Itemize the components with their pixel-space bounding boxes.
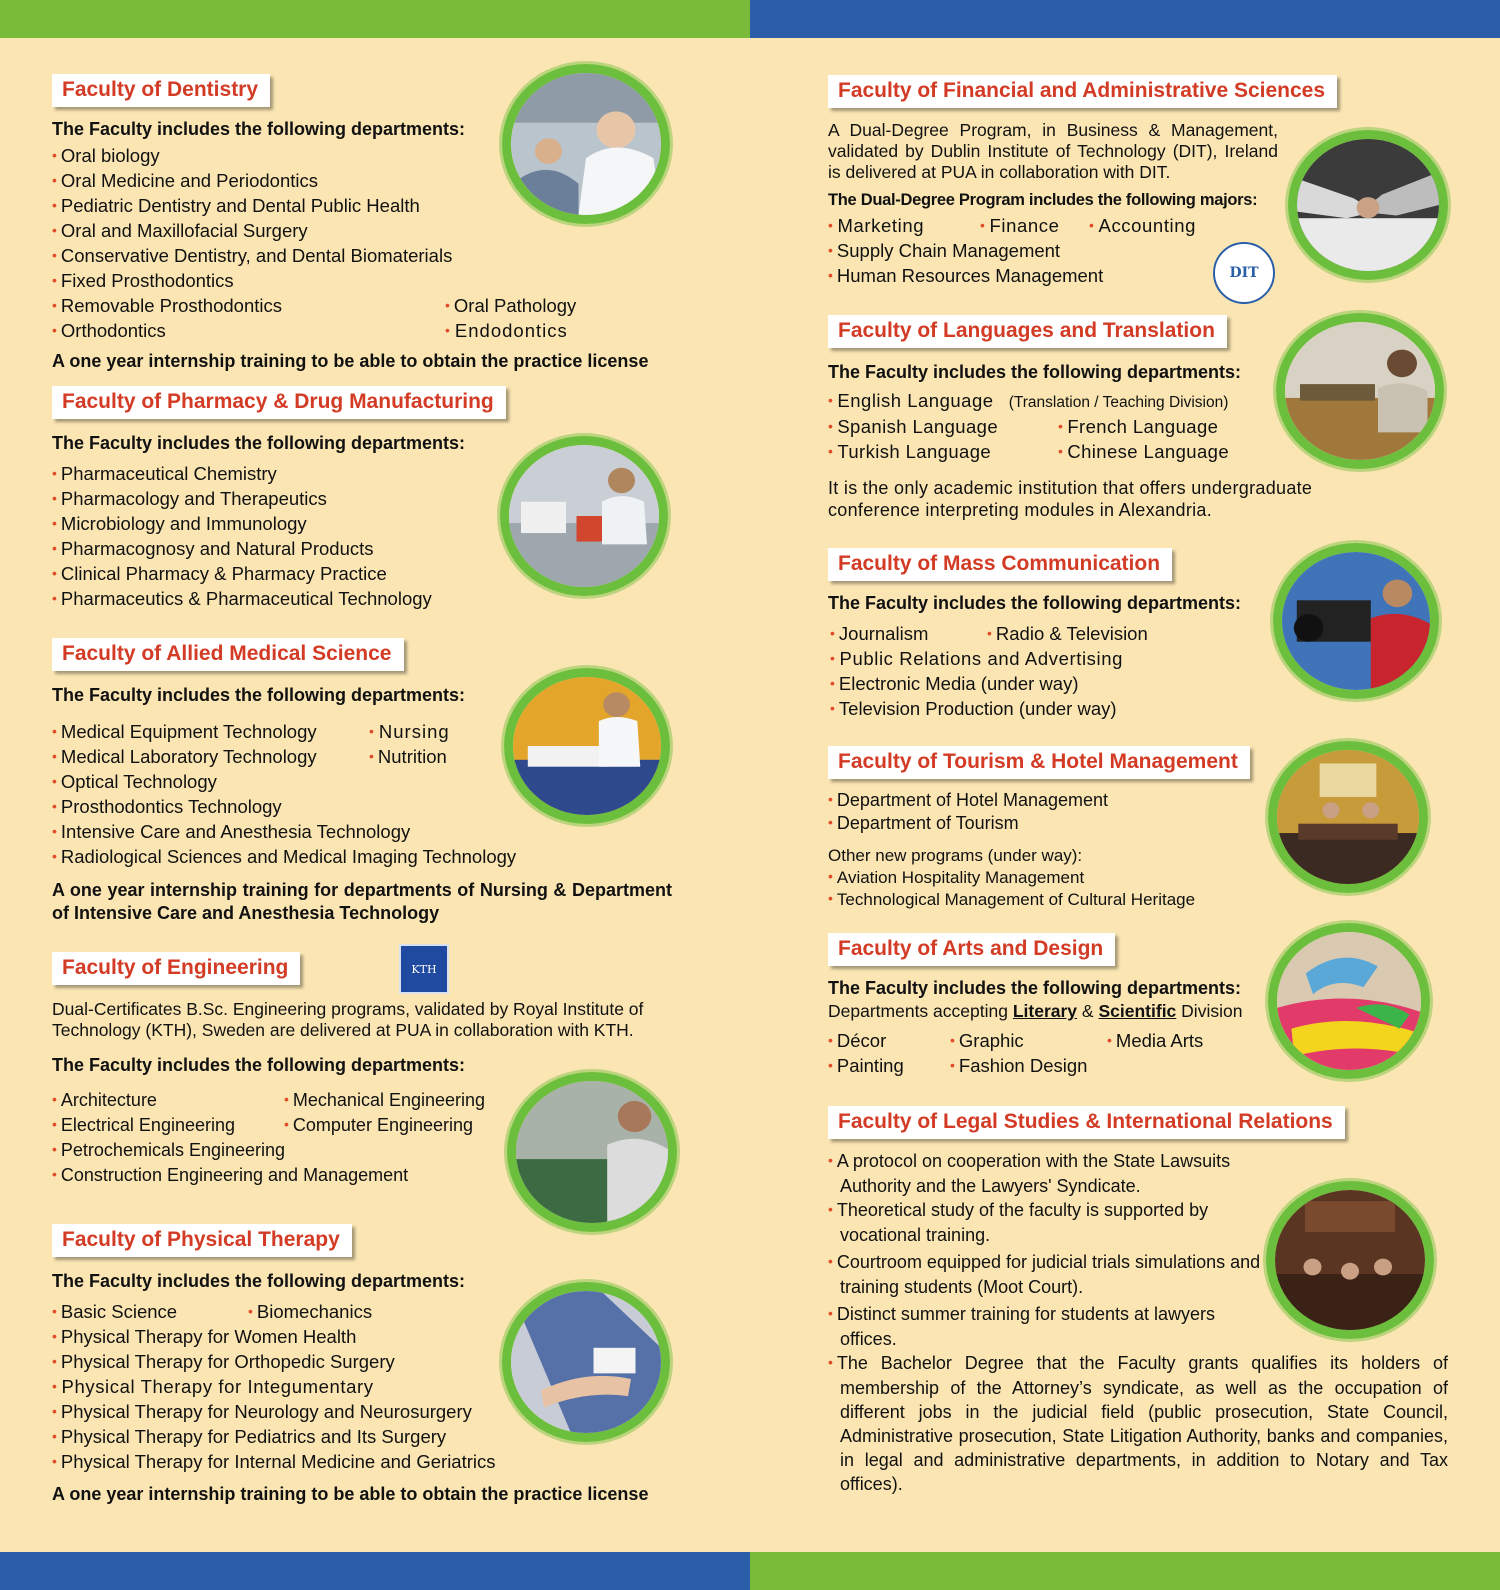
section-arts	[828, 933, 1453, 1079]
list-item: • Pharmaceutics & Pharmaceutical Technology	[52, 587, 682, 612]
section-title: Faculty of Dentistry	[52, 74, 270, 107]
mass-communication-photo	[1273, 543, 1439, 699]
section-dentistry	[52, 74, 682, 373]
section-pharmacy	[52, 386, 682, 612]
list-item: • Décor	[828, 1029, 950, 1054]
list-item: • Distinct summer training for students at lawyers offices.	[828, 1302, 1268, 1351]
section-subtitle: The Faculty includes the following departments:	[828, 978, 1242, 998]
list-item: • Construction Engineering and Management	[52, 1163, 682, 1188]
list-item: • Nursing	[369, 720, 569, 745]
section-subtitle: The Faculty includes the following departments:	[52, 119, 466, 139]
list-item: • Oral Medicine and Periodontics	[52, 169, 682, 194]
list-item: • Clinical Pharmacy & Pharmacy Practice	[52, 562, 682, 587]
section-tourism	[828, 746, 1453, 911]
section-financial	[828, 75, 1453, 289]
list-item: • French Language	[1058, 415, 1278, 440]
bottom-bar-green	[750, 1552, 1500, 1590]
list-item: • Spanish Language	[828, 415, 1058, 440]
list-item: • A protocol on cooperation with the State Lawsuits Authority and the Lawyers' Syndicate.	[828, 1149, 1268, 1198]
list-item: • Department of Hotel Management	[828, 789, 1453, 812]
section-title: Faculty of Physical Therapy	[52, 1224, 352, 1257]
list-item: • Oral and Maxillofacial Surgery	[52, 219, 682, 244]
list-item: • Computer Engineering	[284, 1113, 524, 1138]
list-item: • Finance	[980, 214, 1089, 239]
pharmacy-photo	[500, 436, 668, 596]
kth-logo-text: KTH	[411, 962, 437, 976]
list-item: • Journalism	[830, 622, 987, 647]
list-item: • Physical Therapy for Integumentary	[52, 1375, 682, 1400]
list-item: • The Bachelor Degree that the Faculty grants qualifies its holders of membership of the Attorney’s syndicate, as well as the occupation of different jobs in the judicial field (public prosecution, State Council, Administrative prosecution, State Litigation Authority, banks and companies, in legal and administrative departments, in addition to Notary and Tax offices).	[828, 1351, 1448, 1496]
list-item: • Fashion Design	[950, 1054, 1107, 1079]
section-allied	[52, 638, 682, 925]
list-item: • Graphic	[950, 1029, 1107, 1054]
section-title: Faculty of Financial and Administrative Sciences	[828, 75, 1337, 108]
other-programs-label: Other new programs (under way):	[828, 846, 1083, 865]
list-item: • Optical Technology	[52, 770, 682, 795]
section-title: Faculty of Pharmacy & Drug Manufacturing	[52, 386, 506, 419]
list-item: • Radiological Sciences and Medical Imaging Technology	[52, 845, 682, 870]
list-item: • Technological Management of Cultural Heritage	[828, 889, 1453, 911]
list-item: • Physical Therapy for Pediatrics and Its Surgery	[52, 1425, 682, 1450]
list-item: • Radio & Television	[987, 622, 1187, 647]
tourism-photo	[1268, 741, 1428, 893]
section-subtitle: The Faculty includes the following departments:	[52, 433, 466, 453]
list-item: • Electrical Engineering	[52, 1113, 284, 1138]
accept-prefix: Departments accepting	[828, 1001, 1008, 1021]
list-item: • Medical Equipment Technology	[52, 720, 369, 745]
list-item: • Pediatric Dentistry and Dental Public Health	[52, 194, 682, 219]
accept-amp: &	[1081, 1001, 1094, 1021]
list-item: • Orthodontics	[52, 319, 445, 344]
list-item: • Physical Therapy for Neurology and Neurosurgery	[52, 1400, 682, 1425]
section-title: Faculty of Tourism & Hotel Management	[828, 746, 1250, 779]
list-item: • Fixed Prosthodontics	[52, 269, 682, 294]
bottom-bar	[0, 1552, 1500, 1590]
list-item: • Biomechanics	[248, 1300, 448, 1325]
list-item: • Aviation Hospitality Management	[828, 867, 1453, 889]
engineering-intro: Dual-Certificates B.Sc. Engineering programs, validated by Royal Institute of Technology (KTH), Sweden are delivered at PUA in collaboration with KTH.	[52, 999, 644, 1040]
list-item: • Courtroom equipped for judicial trials simulations and training students (Moot Court).	[828, 1250, 1268, 1299]
section-languages	[828, 315, 1453, 521]
section-subtitle: The Dual-Degree Program includes the following majors:	[828, 191, 1258, 209]
kth-logo	[399, 944, 449, 994]
list-item: • Pharmacognosy and Natural Products	[52, 537, 682, 562]
list-item: • Nutrition	[369, 745, 569, 770]
list-item: • Medical Laboratory Technology	[52, 745, 369, 770]
section-physical-therapy	[52, 1224, 682, 1506]
dit-logo	[1213, 242, 1275, 304]
list-item: • English Language	[828, 390, 994, 411]
section-subtitle: The Faculty includes the following departments:	[52, 1271, 466, 1291]
section-subtitle: The Faculty includes the following departments:	[52, 1055, 466, 1075]
section-title: Faculty of Arts and Design	[828, 933, 1115, 966]
list-item: • Human Resources Management	[828, 264, 1453, 289]
list-item: • Oral biology	[52, 144, 682, 169]
list-item: • Accounting	[1089, 214, 1209, 239]
accept-literary: Literary	[1012, 1001, 1078, 1021]
section-engineering	[52, 952, 682, 1188]
internship-note: A one year internship training to be able to obtain the practice license	[52, 1484, 649, 1504]
list-item: • Intensive Care and Anesthesia Technology	[52, 820, 682, 845]
allied-photo	[504, 668, 670, 824]
engineering-photo	[507, 1072, 677, 1232]
financial-intro: A Dual-Degree Program, in Business & Management, validated by Dublin Institute of Technology (DIT), Ireland is delivered at PUA in collaboration with DIT.	[828, 120, 1278, 182]
dentistry-photo	[502, 64, 670, 224]
internship-note: A one year internship training to be able to obtain the practice license	[52, 351, 649, 371]
section-title: Faculty of Engineering	[52, 952, 300, 985]
list-item: • Prosthodontics Technology	[52, 795, 682, 820]
section-legal	[828, 1106, 1453, 1496]
english-note: (Translation / Teaching Division)	[1008, 394, 1229, 411]
arts-photo	[1268, 923, 1430, 1079]
list-item: • Basic Science	[52, 1300, 248, 1325]
languages-photo	[1276, 313, 1444, 469]
list-item: • Oral Pathology	[445, 294, 645, 319]
list-item: • Endodontics	[445, 319, 645, 344]
list-item: • Painting	[828, 1054, 950, 1079]
list-item: • Physical Therapy for Internal Medicine and Geriatrics	[52, 1450, 682, 1475]
department-grid	[52, 294, 682, 344]
section-title: Faculty of Languages and Translation	[828, 315, 1227, 348]
list-item: • Pharmacology and Therapeutics	[52, 487, 682, 512]
list-item: • Physical Therapy for Women Health	[52, 1325, 682, 1350]
list-item: • Supply Chain Management	[828, 239, 1453, 264]
section-subtitle: The Faculty includes the following departments:	[828, 362, 1242, 382]
legal-photo	[1266, 1181, 1434, 1339]
section-title: Faculty of Legal Studies & International Relations	[828, 1106, 1345, 1139]
list-item: • Mechanical Engineering	[284, 1088, 524, 1113]
section-mass-communication	[828, 548, 1453, 722]
top-bar	[0, 0, 1500, 38]
section-subtitle: The Faculty includes the following departments:	[828, 593, 1242, 613]
section-title: Faculty of Allied Medical Science	[52, 638, 404, 671]
list-item: • Television Production (under way)	[830, 697, 1453, 722]
list-item: • Turkish Language	[828, 440, 1058, 465]
accept-suffix: Division	[1181, 1001, 1243, 1021]
financial-photo	[1288, 130, 1448, 280]
physical-therapy-photo	[502, 1282, 670, 1442]
list-item: • Media Arts	[1107, 1029, 1227, 1054]
top-bar-blue	[750, 0, 1500, 38]
bottom-bar-blue	[0, 1552, 750, 1590]
list-item: • Conservative Dentistry, and Dental Biomaterials	[52, 244, 682, 269]
list-item: • Removable Prosthodontics	[52, 294, 445, 319]
list-item: • Architecture	[52, 1088, 284, 1113]
list-item: • Marketing	[828, 214, 980, 239]
section-title: Faculty of Mass Communication	[828, 548, 1172, 581]
section-subtitle: The Faculty includes the following departments:	[52, 685, 466, 705]
accept-scientific: Scientific	[1098, 1001, 1177, 1021]
top-bar-green	[0, 0, 750, 38]
list-item: • Microbiology and Immunology	[52, 512, 682, 537]
list-item: • Petrochemicals Engineering	[52, 1138, 682, 1163]
list-item: • Public Relations and Advertising	[830, 647, 1453, 672]
list-item: • Electronic Media (under way)	[830, 672, 1453, 697]
list-item: • Theoretical study of the faculty is supported by vocational training.	[828, 1198, 1268, 1247]
dit-logo-text: DIT	[1229, 265, 1259, 281]
languages-note: It is the only academic institution that offers undergraduate conference interpreting modules in Alexandria.	[828, 478, 1313, 520]
list-item: • Physical Therapy for Orthopedic Surgery	[52, 1350, 682, 1375]
list-item: • Department of Tourism	[828, 812, 1453, 835]
internship-note: A one year internship training for departments of Nursing & Department of Intensive Care and Anesthesia Technology	[52, 880, 672, 923]
list-item: • Pharmaceutical Chemistry	[52, 462, 682, 487]
list-item: • Chinese Language	[1058, 440, 1278, 465]
